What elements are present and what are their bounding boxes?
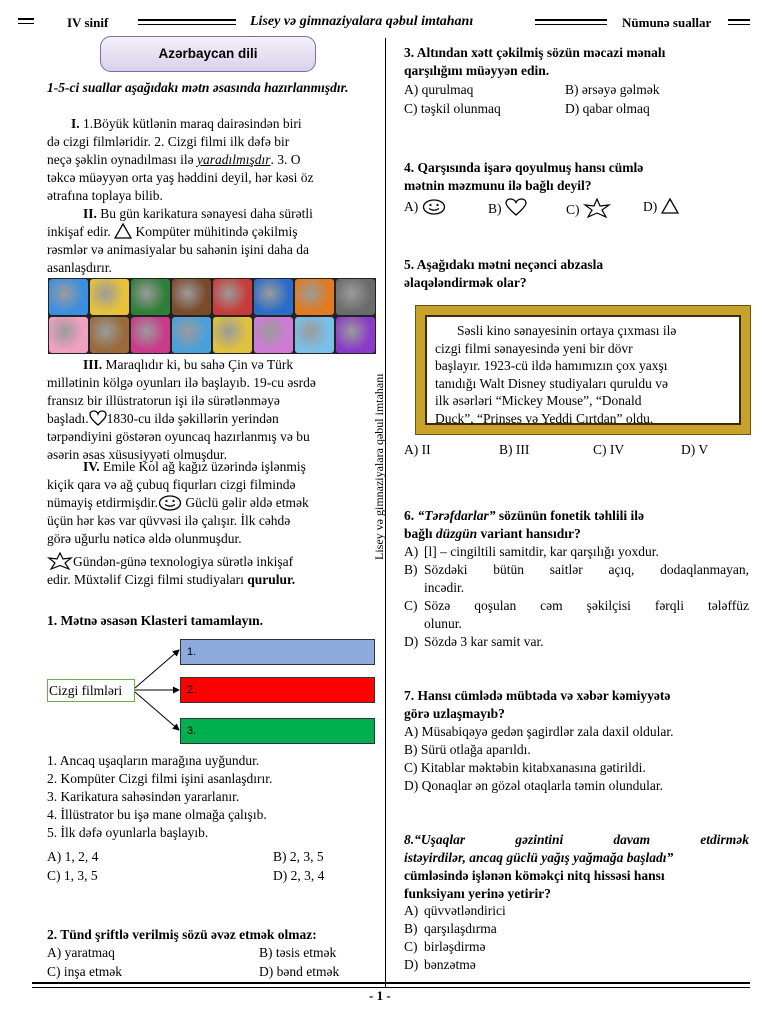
header-sample-label: Nümunə suallar (622, 15, 712, 30)
q1-title: 1. Mətnə əsasən Klasteri tamamlayın. (47, 613, 263, 628)
q5-option-b[interactable]: B) III (499, 442, 530, 457)
cartoon-thumbnail (172, 279, 211, 315)
header-rule-3 (728, 19, 750, 25)
q4-option-d[interactable]: D) (643, 198, 679, 216)
q7-option-b[interactable]: B) Sürü otlağa aparıldı. (404, 742, 531, 757)
q7-title: 7. Hansı cümlədə mübtəda və xəbər kəmiyyətə görə uzlaşmayıb? (404, 688, 671, 721)
q7-option-a[interactable]: A) Müsabiqəyə gedən şagirdlər zala daxil oldular. (404, 724, 674, 739)
smiley-icon (158, 495, 182, 511)
q7-options (404, 723, 749, 795)
paragraph-1: I. 1.Böyük kütlənin maraq dairəsindən biri də cizgi filmləridir. 2. Cizgi filmi ilk dəfə bir neçə şəklin oynadılması ilə yaradılmışdır. 3. O təkcə müəyyən orta yaş həddini deyil, hər kəsi öz ətrafına toplaya bilib. (47, 116, 314, 203)
q1-option-c[interactable]: C) 1, 3, 5 (47, 868, 98, 883)
q8-options (404, 902, 749, 974)
star-icon (583, 198, 611, 218)
q8-option-d[interactable]: D) bənzətmə (404, 957, 476, 972)
cluster-root: Cizgi filmləri (47, 679, 135, 702)
cartoon-thumbnail (213, 317, 252, 353)
q7-option-d[interactable]: D) Qonaqlar ən gözəl otaqlarla təmin olundular. (404, 778, 664, 793)
cartoon-thumbnail (295, 317, 334, 353)
cartoon-thumbnail (213, 279, 252, 315)
q2-title: 2. Tünd şriftlə verilmiş sözü əvəz etmək olmaz: (47, 927, 317, 942)
subject-pill: Azərbaycan dili (100, 36, 316, 72)
intro-text: 1-5-ci suallar aşağıdakı mətn əsasında hazırlanmışdır. (47, 80, 349, 95)
triangle-icon (661, 198, 679, 214)
q6-title: 6. “Tərəfdarlar” sözünün fonetik təhlili ilə bağlı düzgün variant hansıdır? (404, 508, 645, 541)
heart-icon (505, 198, 527, 216)
header-title: Lisey və gimnaziyalara qəbul imtahanı (250, 14, 474, 29)
cartoon-thumbnail (172, 317, 211, 353)
q8-option-b[interactable]: B) qarşılaşdırma (404, 921, 497, 936)
q4-option-a[interactable]: A) (404, 198, 446, 216)
cartoon-thumbnail (254, 279, 293, 315)
q1-option-a[interactable]: A) 1, 2, 4 (47, 849, 99, 864)
header-rule-1 (138, 19, 236, 25)
header-rule-2 (535, 19, 607, 25)
cartoon-thumbnail (131, 317, 170, 353)
paragraph-2: II. Bu gün karikatura sənayesi daha sürətli inkişaf edir. Kompüter mühitində çəkilmiş rəsmlər və animasiyalar bu sahənin işini daha da asanlaşdırır. (47, 206, 313, 275)
q7-option-c[interactable]: C) Kitablar məktəbin kitabxanasına gətirildi. (404, 760, 646, 775)
q4-option-b[interactable]: B) (488, 198, 527, 218)
cartoon-thumbnails (48, 278, 376, 354)
q3-option-a[interactable]: A) qurulmaq (404, 82, 474, 97)
paragraph-4: IV. Emile Kol ağ kağız üzərində işlənmiş kiçik qara və ağ çubuq fiqurları cizgi filmində nümayiş etdirmişdir. Güclü gəlir əldə etmək üçün hər kəs var qüvvəsi ilə çalışır. İlk cəhdə görə uğurlu nəticə əldə olunmuşdur. Gündən-günə texnologiya sürətlə inkişaf edir. Müxtəlif Cizgi filmi studiyaları qurulur. (47, 459, 309, 587)
q5-title: 5. Aşağıdakı mətni neçənci abzasla əlaqələndirmək olar? (404, 257, 604, 290)
side-vertical-text: Lisey və gimnaziyalara qəbul imtahanı (372, 373, 386, 560)
q6-option-d[interactable]: D) Sözdə 3 kar samit var. (404, 634, 544, 649)
q5-option-d[interactable]: D) V (681, 442, 709, 457)
q3-option-b[interactable]: B) ərsəyə gəlmək (565, 82, 660, 97)
q6-option-b[interactable]: B) Sözdəki bütün saitlər açıq, dodaqlanmayan, (404, 562, 749, 577)
cartoon-thumbnail (90, 317, 129, 353)
q3-title: 3. Altından xətt çəkilmiş sözün məcazi mənalı qarşılığını müəyyən edin. (404, 45, 666, 78)
q5-text-box (415, 305, 751, 435)
q1-option-d[interactable]: D) 2, 3, 4 (273, 868, 325, 883)
q6-option-a[interactable]: A) [l] – cingiltili samitdir, kar qarşılığı yoxdur. (404, 544, 659, 559)
q2-option-b[interactable]: B) təsis etmək (259, 945, 337, 960)
page-number: - 1 - (369, 988, 391, 1003)
star-icon (47, 552, 73, 570)
q4-title: 4. Qarşısında işarə qoyulmuş hansı cümlə mətnin məzmunu ilə bağlı deyil? (404, 160, 644, 193)
cartoon-thumbnail (90, 279, 129, 315)
cartoon-thumbnail (336, 279, 375, 315)
triangle-icon (114, 223, 132, 239)
q5-text-box-inner: Səsli kino sənayesinin ortaya çıxması ilə cizgi filmi sənayesində yeni bir dövr başlayır. 1923-cü ildə hamımızın çox yaxşı tanıdığı Walt Disney studiyaları quruldu və ilk əsərləri “Mickey Mouse”, “Donald Duck”, “Prinses və Yeddi Cırtdan” oldu. (425, 315, 741, 425)
q2-option-d[interactable]: D) bənd etmək (259, 964, 340, 979)
q5-option-c[interactable]: C) IV (593, 442, 625, 457)
cartoon-thumbnail (336, 317, 375, 353)
cartoon-thumbnail (295, 279, 334, 315)
q1-option-b[interactable]: B) 2, 3, 5 (273, 849, 324, 864)
q6-options: A) [l] – cingiltili samitdir, kar qarşılığı yoxdur. B) Sözdəki bütün saitlər açıq, dodaqlanmayan, incədir. C) Sözə qoşulan cəm şəkilçisi fərqli tələffüz olunur. D) Sözdə 3 kar samit var. (404, 544, 749, 649)
q4-option-c[interactable]: C) (566, 198, 611, 219)
q5-option-a[interactable]: A) II (404, 442, 431, 457)
cluster-box-2: 2. (180, 677, 375, 703)
grade-label: IV sinif (67, 15, 109, 30)
heart-icon (89, 410, 107, 426)
cartoon-thumbnail (49, 317, 88, 353)
cluster-arrows (133, 640, 185, 750)
cluster-box-3: 3. (180, 718, 375, 744)
q2-option-c[interactable]: C) inşa etmək (47, 964, 122, 979)
q3-option-d[interactable]: D) qabar olmaq (565, 101, 650, 116)
q6-option-c[interactable]: C) Sözə qoşulan cəm şəkilçisi fərqli tələffüz (404, 598, 749, 613)
q8-title: 8.“Uşaqlar gəzintini davam etdirmək istəyirdilər, ancaq güclü yağış yağmağa başladı” cümləsində işlənən köməkçi nitq hissəsi hansı funksiyanı yerinə yetirir? (404, 832, 749, 901)
q8-option-c[interactable]: C) birləşdirmə (404, 939, 486, 954)
q2-option-a[interactable]: A) yaratmaq (47, 945, 115, 960)
cluster-box-1: 1. (180, 639, 375, 665)
cartoon-thumbnail (49, 279, 88, 315)
q1-statements: 1. Ancaq uşaqların marağına uyğundur. 2. Kompüter Cizgi filmi işini asanlaşdırır. 3. Karikatura sahəsindən yararlanır. 4. İllüstrator bu işə mane olmağa çalışıb. 5. İlk dəfə oyunlarla başlayıb. (47, 753, 273, 840)
footer-rule (32, 982, 750, 988)
cartoon-thumbnail (131, 279, 170, 315)
cartoon-thumbnail (254, 317, 293, 353)
q8-option-a[interactable]: A) qüvvətləndirici (404, 903, 506, 918)
q3-option-c[interactable]: C) təşkil olunmaq (404, 101, 501, 116)
smiley-icon (422, 199, 446, 215)
paragraph-3: III. Maraqlıdır ki, bu sahə Çin və Türk millətinin kölgə oyunları ilə başlayıb. 19-cu əsrdə fransız bir illüstratorun işi ilə sürətlənməyə başladı. 1830-cu ildə şəkillərin yerindən tərpəndiyini göstərən oyuncaq hazırlanmış və bu əsərin əsas xüsusiyyəti olmuşdur. (47, 357, 316, 462)
underlined-word: yaradılmışdır (196, 152, 271, 167)
